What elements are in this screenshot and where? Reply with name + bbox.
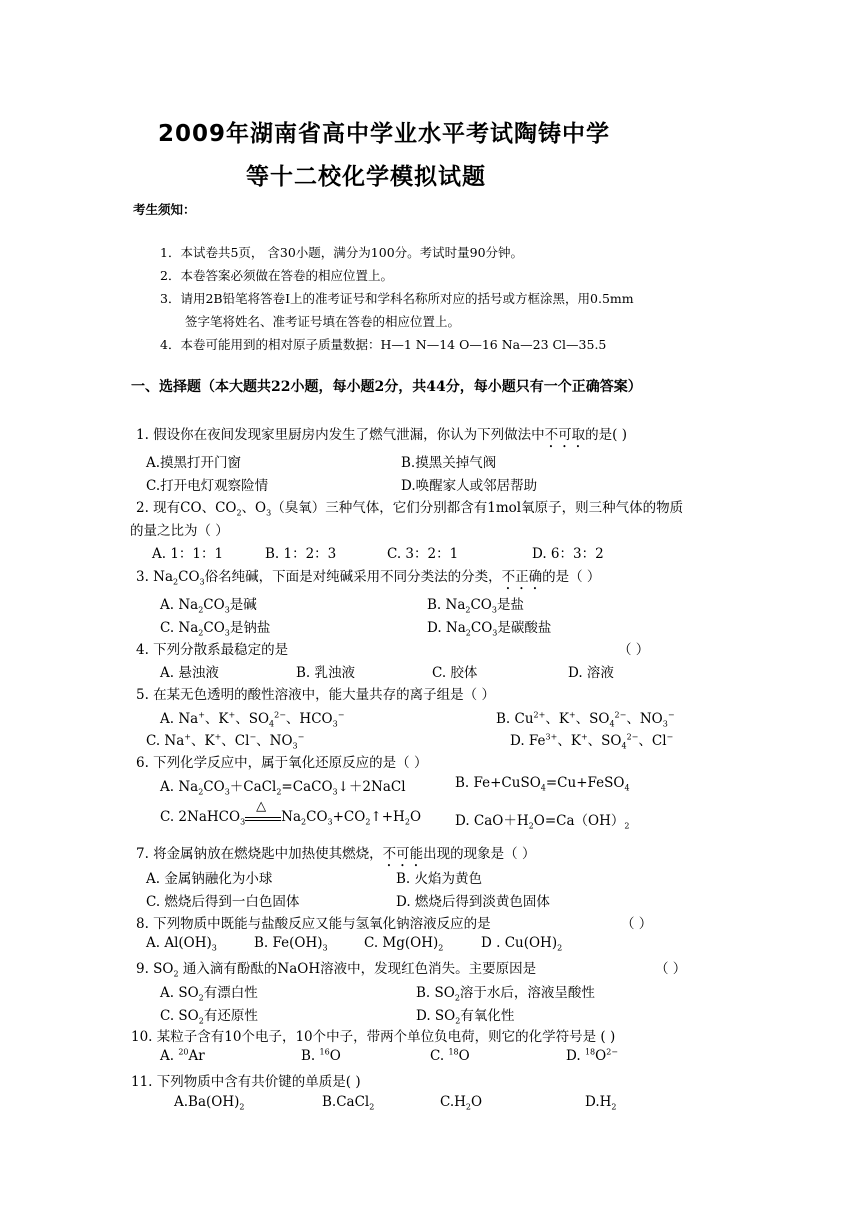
question-6: 6. 下列化学反应中，属于氧化还原反应的是（ ） — [136, 755, 428, 771]
q4-option-a: A. 悬浊液 — [160, 665, 219, 681]
question-1: 1. 假设你在夜间发现家里厨房内发生了燃气泄漏，你认为下列做法中不可取的是( ) — [136, 427, 627, 443]
q6-option-a: A. $Na_2CO_3+CaCl_2=CaCO_3↓+2NaCl$ — [160, 779, 406, 797]
q10-option-d: D. $^{18}O^{2-}$ — [566, 1047, 618, 1064]
q9-option-b: B. $SO_2$溶于水后，溶液呈酸性 — [416, 985, 595, 1003]
question-4: 4. 下列分散系最稳定的是 — [136, 642, 289, 658]
notice-3: 3．请用2B铅笔将答卷Ⅰ上的准考证号和学科名称所对应的括号或方框涂黑，用0.5mm — [160, 291, 634, 306]
q7-option-c: C. 燃烧后得到一白色固体 — [146, 894, 300, 910]
q7-option-a: A. 金属钠融化为小球 — [146, 871, 273, 887]
notice-4: 4．本卷可能用到的相对原子质量数据：H—1 N—14 O—16 Na—23 Cl—35.5 — [160, 337, 607, 352]
q11-option-d: $D.H_2$ — [585, 1094, 617, 1112]
q3-option-d: D. $Na_2CO_3$是碳酸盐 — [427, 620, 552, 638]
q4-answer-paren: （ ） — [618, 642, 650, 658]
notice-3-cont: 签字笔将姓名、准考证号填在答卷的相应位置上。 — [185, 314, 461, 329]
q11-option-a: $A.Ba(OH)_2$ — [174, 1094, 245, 1112]
q9-option-d: D. $SO_2$有氧化性 — [416, 1008, 515, 1026]
q10-option-b: B. $^{16}$O — [301, 1047, 341, 1064]
q4-option-d: D. 溶液 — [568, 665, 614, 681]
notice-1: 1．本试卷共5页， 含30小题，满分为100分。考试时量90分钟。 — [160, 245, 524, 260]
question-9: 9. $SO_2$ 通入滴有酚酞的NaOH溶液中，发现红色消失。主要原因是 — [136, 961, 537, 979]
q11-option-b: B.CaCl$_2$ — [322, 1094, 375, 1112]
q4-option-b: B. 乳浊液 — [296, 665, 356, 681]
q5-option-a: A. Na+、K+、$SO_4^{2-}$、$HCO_3^-$ — [160, 710, 345, 729]
title-line-2: 等十二校化学模拟试题 — [246, 164, 486, 190]
q2-option-d: D. 6：3：2 — [532, 546, 604, 562]
q9-answer-paren: （ ） — [655, 961, 687, 977]
q1-option-d: D.唤醒家人或邻居帮助 — [401, 478, 538, 494]
q9-option-c: C. $SO_2$有还原性 — [160, 1008, 258, 1026]
q2-option-a: A. 1：1：1 — [152, 546, 224, 562]
question-8: 8. 下列物质中既能与盐酸反应又能与氢氧化钠溶液反应的是 — [136, 916, 491, 932]
q2-option-c: C. 3：2：1 — [387, 546, 459, 562]
question-7: 7. 将金属钠放在燃烧匙中加热使其燃烧，不可能出现的现象是（ ） — [136, 846, 536, 862]
notice-heading: 考生须知： — [133, 202, 196, 217]
q9-option-a: A. $SO_2$有漂白性 — [160, 985, 258, 1003]
q1-option-a: A.摸黑打开门窗 — [146, 455, 242, 471]
q11-option-c: $C.H_2O$ — [440, 1094, 483, 1112]
q5-option-b: B. $Cu^{2+}$、K+、$SO_4^{2-}$、$NO_3^-$ — [496, 710, 675, 729]
question-5: 5. 在某无色透明的酸性溶液中，能大量共存的离子组是（ ） — [136, 687, 495, 703]
q6-option-d: D. $CaO+H_2O=Ca(OH)_2$ — [455, 813, 630, 831]
q3-option-b: B. $Na_2CO_3$是盐 — [427, 597, 524, 615]
q4-option-c: C. 胶体 — [432, 665, 478, 681]
q8-option-b: B. $Fe(OH)_3$ — [254, 935, 328, 953]
q8-answer-paren: （ ） — [621, 916, 653, 932]
q7-option-d: D. 燃烧后得到淡黄色固体 — [396, 894, 550, 910]
q1-option-b: B.摸黑关掉气阀 — [401, 455, 497, 471]
q10-option-c: C. $^{18}$O — [430, 1047, 470, 1064]
title-line-1: 2009年湖南省高中学业水平考试陶铸中学 — [158, 121, 611, 147]
q2-option-b: B. 1：2：3 — [265, 546, 337, 562]
q6-option-b: B. Fe+CuSO$_4$=Cu+FeSO$_4$ — [455, 775, 630, 793]
question-2-cont: 的量之比为（ ） — [130, 523, 229, 539]
question-3: 3. $Na_2CO_3$俗名纯碱，下面是对纯碱采用不同分类法的分类，不正确的是（ ） — [136, 569, 601, 587]
q1-option-c: C.打开电灯观察险情 — [146, 478, 269, 494]
question-11: 11. 下列物质中含有共价键的单质是( ) — [131, 1074, 361, 1090]
q3-option-a: A. $Na_2CO_3$是碱 — [160, 597, 257, 615]
q10-option-a: A. $^{20}$Ar — [160, 1047, 205, 1064]
q5-option-d: D. $Fe^{3+}$、K+、$SO_4^{2-}$、Cl− — [510, 732, 674, 751]
q7-option-b: B. 火焰为黄色 — [396, 871, 483, 887]
notice-2: 2．本卷答案必须做在答卷的相应位置上。 — [160, 268, 393, 283]
q3-option-c: C. $Na_2CO_3$是钠盐 — [160, 620, 271, 638]
q8-option-d: D . $Cu(OH)_2$ — [481, 935, 563, 953]
q5-option-c: C. Na+、K+、Cl−、$NO_3^-$ — [146, 732, 305, 751]
question-2: 2. 现有CO、$CO_2$、$O_3$（臭氧）三种气体，它们分别都含有1mol氧原子，则三种气体的物质 — [136, 500, 684, 518]
q6-option-c: C. 2NaHCO$_3$ △ $Na_2CO_3+CO_2↑+H_2O$ — [160, 798, 422, 827]
q8-option-a: A. $Al(OH)_3$ — [146, 935, 217, 953]
question-10: 10. 某粒子含有10个电子，10个中子，带两个单位负电荷，则它的化学符号是 ( ) — [131, 1029, 616, 1045]
q8-option-c: C. $Mg(OH)_2$ — [364, 935, 444, 953]
heating-arrow-icon: △ — [245, 811, 281, 825]
section-heading: 一、选择题（本大题共22小题，每小题2分，共44分，每小题只有一个正确答案） — [131, 379, 642, 395]
